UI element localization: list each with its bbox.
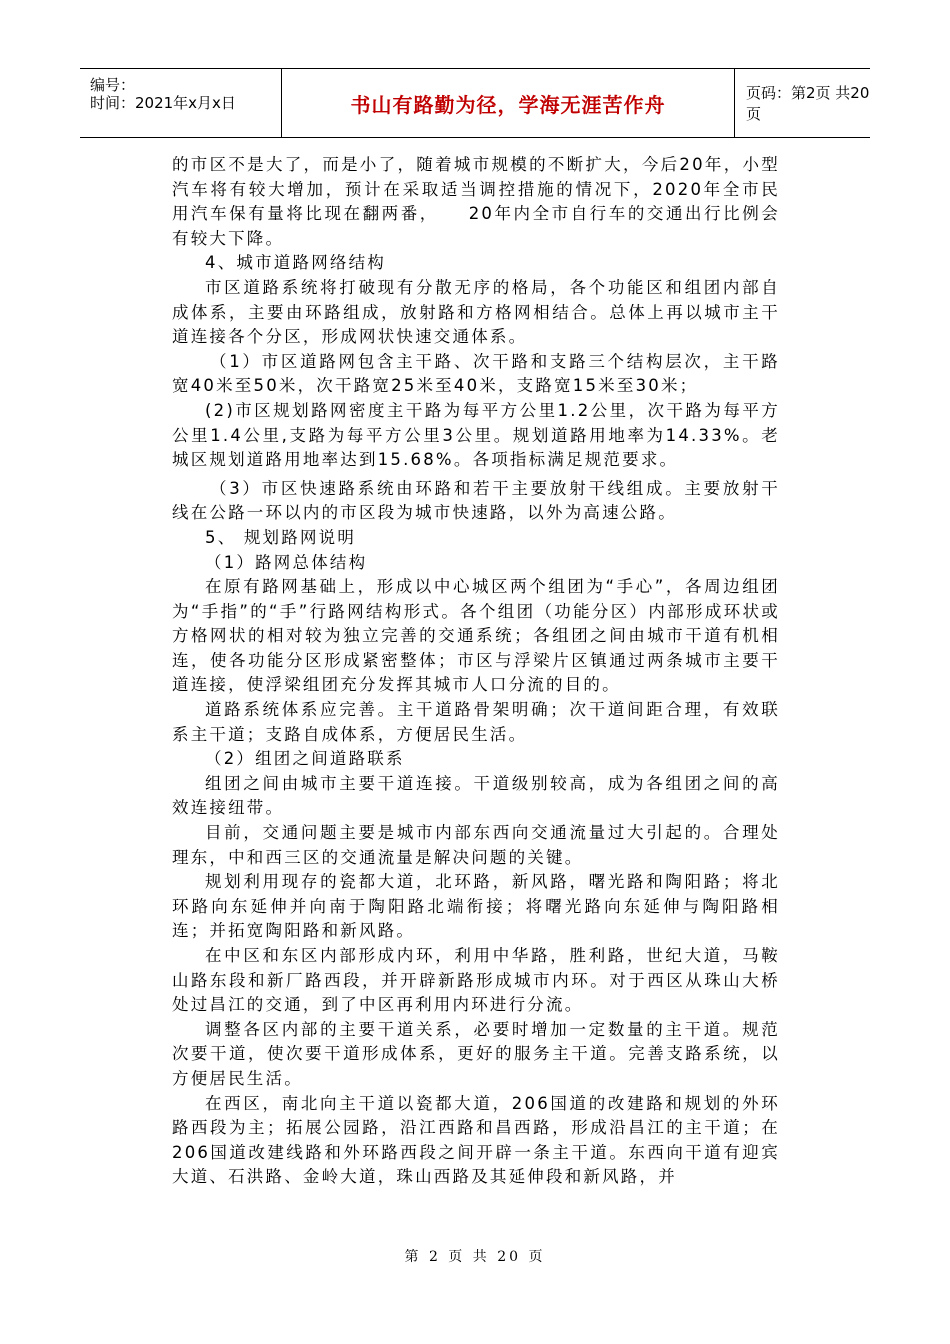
document-number-label: 编号： [90,76,136,94]
document-date-label: 时间：2021年x月x日 [90,94,236,112]
body-paragraph: 市区道路系统将打破现有分散无序的格局，各个功能区和组团内部自成体系，主要由环路组成，放射路和方格网相结合。总体上再以城市主干道连接各个分区，形成网状快速交通体系。 [172,277,780,347]
document-body [172,153,780,1190]
section-heading: 4、城市道路网络结构 [205,253,386,273]
body-paragraph: 调整各区内部的主要干道关系，必要时增加一定数量的主干道。规范次要干道，使次要干道形成体系，更好的服务主干道。完善支路系统，以方便居民生活。 [172,1019,780,1088]
header-page-cell [734,69,870,137]
header-page-code: 页码：第2页 共20页 [746,84,870,123]
page-header [80,68,870,138]
page-footer: 第 2 页 共 20 页 [404,1249,546,1265]
body-paragraph: 规划利用现存的瓷都大道，北环路，新风路，曙光路和陶阳路；将北环路向东延伸并向南于陶阳路北端衔接；将曙光路向东延伸与陶阳路相连；并拓宽陶阳路和新风路。 [172,872,780,941]
header-motto-cell [281,69,735,137]
body-paragraph: 在中区和东区内部形成内环，利用中华路，胜利路，世纪大道，马鞍山路东段和新厂路西段，并开辟新路形成城市内环。对于西区从珠山大桥处过昌江的交通，到了中区再利用内环进行分流。 [172,946,780,1015]
subsection-heading: （2）组团之间道路联系 [205,749,405,769]
section-heading: 5、 规划路网说明 [205,527,357,547]
list-item: (2)市区规划路网密度主干路为每平方公里1.2公里，次干路为每平方公里1.4公里,支路为每平方公里3公里。规划道路用地率为14.33%。老城区规划道路用地率达到15.68%。各项指标满足规范要求。 [172,400,780,470]
body-paragraph: 组团之间由城市主要干道连接。干道级别较高，成为各组团之间的高效连接纽带。 [172,773,780,818]
header-motto: 书山有路勤为径，学海无涯苦作舟 [350,92,666,117]
body-paragraph: 目前，交通问题主要是城市内部东西向交通流量过大引起的。合理处理东，中和西三区的交通流量是解决问题的关键。 [172,823,780,867]
body-paragraph: 的市区不是大了，而是小了，随着城市规模的不断扩大，今后20年，小型汽车将有较大增加，预计在采取适当调控措施的情况下，2020年全市民用汽车保有量将比现在翻两番， 20年内全市自行车的交通出行比例会有较大下降。 [172,155,780,248]
list-item: （3）市区快速路系统由环路和若干主要放射干线组成。主要放射干线在公路一环以内的市区段为城市快速路，以外为高速公路。 [172,478,780,523]
body-paragraph: 道路系统体系应完善。主干道路骨架明确；次干道间距合理，有效联系主干道；支路自成体系，方便居民生活。 [172,700,780,744]
subsection-heading: （1）路网总体结构 [205,552,368,572]
list-item: （1）市区道路网包含主干路、次干路和支路三个结构层次，主干路宽40米至50米，次干路宽25米至40米，支路宽15米至30米； [172,351,780,396]
body-paragraph: 在西区，南北向主干道以瓷都大道，206国道的改建路和规划的外环路西段为主；拓展公园路，沿江西路和昌西路，形成沿昌江的主干道；在206国道改建线路和外环路西段之间开辟一条主干道。东西向干道有迎宾大道、石洪路、金岭大道，珠山西路及其延伸段和新风路，并 [172,1093,780,1187]
body-paragraph: 在原有路网基础上，形成以中心城区两个组团为“手心”，各周边组团为“手指”的“手”行路网结构形式。各个组团（功能分区）内部形成环状或方格网状的相对较为独立完善的交通系统；各组团之间由城市干道有机相连，使各功能分区形成紧密整体；市区与浮梁片区镇通过两条城市主要干道连接，使浮梁组团充分发挥其城市人口分流的目的。 [172,577,780,695]
header-meta-cell [80,69,280,137]
